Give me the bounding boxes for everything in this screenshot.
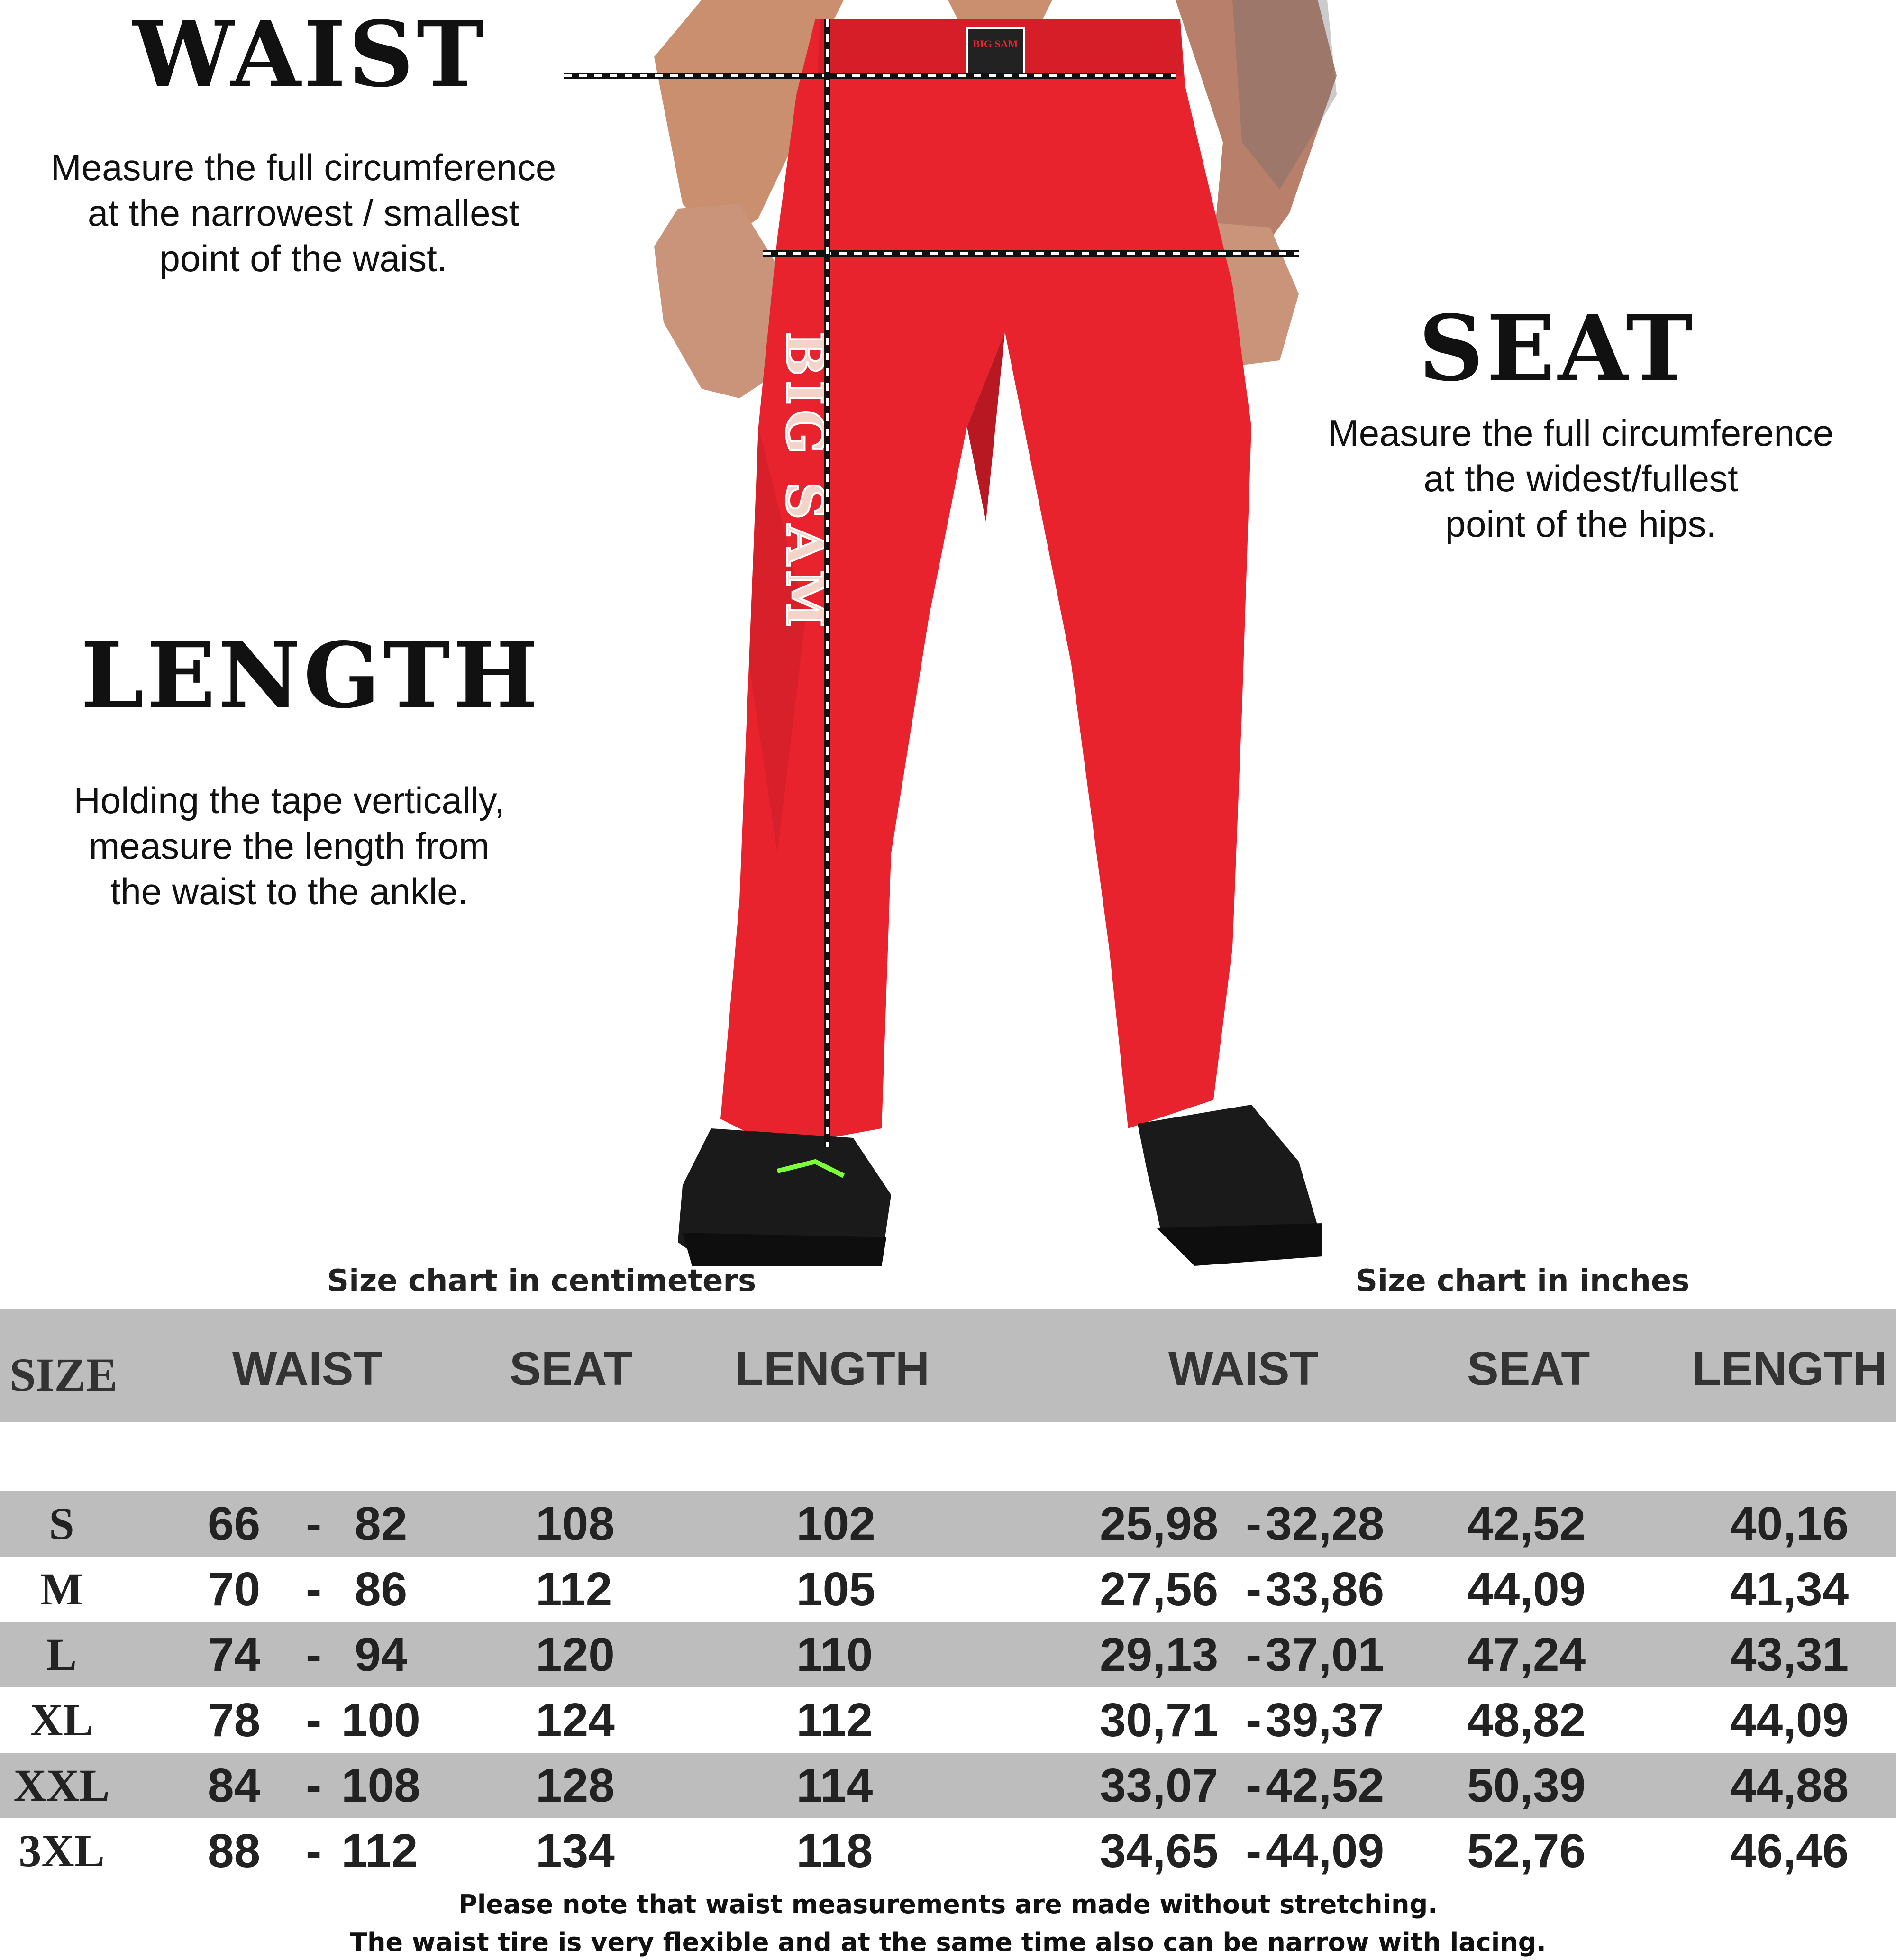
note-lacing: The waist tire is very flexible and at the same time also can be narrow with lacing.: [350, 1927, 1546, 1957]
cell-waist-in-min: 29,13: [1100, 1628, 1219, 1681]
cell-waist-cm-min: 74: [208, 1628, 261, 1681]
cell-range-separator: -: [306, 1759, 322, 1812]
cell-length-in: 40,16: [1730, 1497, 1849, 1550]
cell-length-in: 43,31: [1730, 1628, 1849, 1681]
cell-length-cm: 112: [796, 1694, 873, 1747]
model-left-hand: [654, 204, 777, 398]
cell-seat-cm: 124: [536, 1694, 615, 1747]
cell-seat-cm: 120: [536, 1628, 615, 1681]
cell-waist-cm-min: 88: [208, 1824, 261, 1878]
waist-description-line: point of the waist.: [159, 238, 447, 279]
cell-size: S: [49, 1498, 74, 1549]
cell-waist-in-max: 37,01: [1266, 1628, 1385, 1681]
length-description-line: the waist to the ankle.: [110, 870, 468, 912]
right-shoe: [1138, 1105, 1322, 1266]
cell-length-in: 41,34: [1730, 1563, 1849, 1616]
header-seat-cm: SEAT: [510, 1342, 633, 1395]
cell-range-separator: -: [1246, 1497, 1262, 1550]
table-row: [0, 1753, 1896, 1818]
cell-size: 3XL: [18, 1825, 105, 1876]
cell-range-separator: -: [1246, 1824, 1262, 1878]
header-length-cm: LENGTH: [735, 1342, 930, 1395]
table-row: [0, 1818, 1896, 1884]
cell-seat-in: 52,76: [1467, 1824, 1586, 1878]
cell-range-separator: -: [1246, 1628, 1262, 1681]
cell-range-separator: -: [306, 1694, 322, 1747]
waist-heading: WAIST: [133, 1, 487, 107]
header-waist-in: WAIST: [1168, 1342, 1319, 1395]
cell-range-separator: -: [1246, 1759, 1262, 1812]
note-stretching: Please note that waist measurements are made without stretching.: [458, 1889, 1438, 1919]
cell-waist-cm-max: 112: [341, 1824, 418, 1878]
cell-waist-in-max: 42,52: [1266, 1759, 1385, 1812]
header-waist-cm: WAIST: [232, 1342, 383, 1395]
cell-range-separator: -: [306, 1497, 322, 1550]
cell-seat-cm: 112: [536, 1563, 612, 1616]
cell-waist-cm-max: 86: [355, 1563, 408, 1616]
table-row: [0, 1557, 1896, 1622]
cell-size: L: [46, 1629, 77, 1680]
cell-waist-cm-max: 108: [341, 1759, 420, 1812]
cell-waist-in-max: 39,37: [1266, 1694, 1385, 1747]
cell-waist-in-min: 33,07: [1100, 1759, 1219, 1812]
cell-length-cm: 114: [796, 1759, 873, 1812]
cell-length-in: 46,46: [1730, 1824, 1849, 1878]
seat-description-line: at the widest/fullest: [1423, 458, 1738, 499]
cell-waist-in-max: 44,09: [1266, 1824, 1385, 1878]
cell-seat-in: 48,82: [1467, 1694, 1586, 1747]
header-size: SIZE: [9, 1348, 118, 1401]
cell-length-cm: 118: [796, 1824, 873, 1878]
cell-waist-in-min: 34,65: [1100, 1824, 1219, 1878]
length-description-line: measure the length from: [89, 825, 490, 867]
cell-waist-in-min: 30,71: [1100, 1694, 1219, 1747]
cell-waist-cm-max: 82: [355, 1497, 408, 1550]
cell-size: XL: [30, 1694, 93, 1745]
cell-length-cm: 110: [796, 1628, 873, 1681]
cell-length-in: 44,88: [1730, 1759, 1849, 1812]
waistband-logo-text: BIG SAM: [973, 38, 1018, 50]
cell-seat-in: 44,09: [1467, 1563, 1586, 1616]
caption-centimeters: Size chart in centimeters: [327, 1264, 757, 1299]
cell-range-separator: -: [306, 1563, 322, 1616]
header-seat-in: SEAT: [1467, 1342, 1590, 1395]
cell-waist-cm-max: 100: [341, 1694, 420, 1747]
cell-waist-in-max: 32,28: [1266, 1497, 1385, 1550]
seat-description-line: Measure the full circumference: [1328, 412, 1834, 454]
cell-waist-cm-min: 78: [208, 1694, 261, 1747]
cell-waist-cm-min: 70: [208, 1563, 261, 1616]
cell-range-separator: -: [306, 1628, 322, 1681]
seat-heading: SEAT: [1418, 295, 1696, 401]
length-heading: LENGTH: [81, 623, 541, 728]
cell-seat-in: 47,24: [1467, 1628, 1586, 1681]
cell-length-in: 44,09: [1730, 1694, 1849, 1747]
cell-waist-in-min: 27,56: [1100, 1563, 1219, 1616]
table-row: [0, 1491, 1896, 1557]
cell-waist-cm-max: 94: [355, 1628, 408, 1681]
length-description-line: Holding the tape vertically,: [73, 779, 505, 821]
cell-range-separator: -: [1246, 1563, 1262, 1616]
cell-seat-cm: 134: [536, 1824, 615, 1878]
waist-description-line: at the narrowest / smallest: [87, 192, 520, 234]
cell-length-cm: 102: [796, 1497, 875, 1550]
cell-seat-in: 50,39: [1467, 1759, 1586, 1812]
cell-size: M: [40, 1564, 83, 1614]
cell-seat-cm: 108: [536, 1497, 615, 1550]
cell-size: XXL: [13, 1760, 110, 1811]
header-length-in: LENGTH: [1692, 1342, 1887, 1395]
cell-waist-in-min: 25,98: [1100, 1497, 1219, 1550]
table-row: [0, 1687, 1896, 1753]
caption-inches: Size chart in inches: [1356, 1264, 1690, 1299]
cell-waist-in-max: 33,86: [1266, 1563, 1385, 1616]
table-row: [0, 1622, 1896, 1687]
cell-range-separator: -: [1246, 1694, 1262, 1747]
waist-description-line: Measure the full circumference: [50, 147, 556, 188]
cell-waist-cm-min: 66: [208, 1497, 261, 1550]
waistband-logo: [967, 28, 1024, 76]
cell-seat-cm: 128: [536, 1759, 615, 1812]
cell-seat-in: 42,52: [1467, 1497, 1586, 1550]
cell-waist-cm-min: 84: [208, 1759, 261, 1812]
seat-description-line: point of the hips.: [1445, 503, 1717, 545]
cell-length-cm: 105: [796, 1563, 875, 1616]
cell-range-separator: -: [306, 1824, 322, 1878]
left-shoe: [678, 1128, 891, 1266]
leg-print-text: BIG SAM: [775, 332, 836, 632]
